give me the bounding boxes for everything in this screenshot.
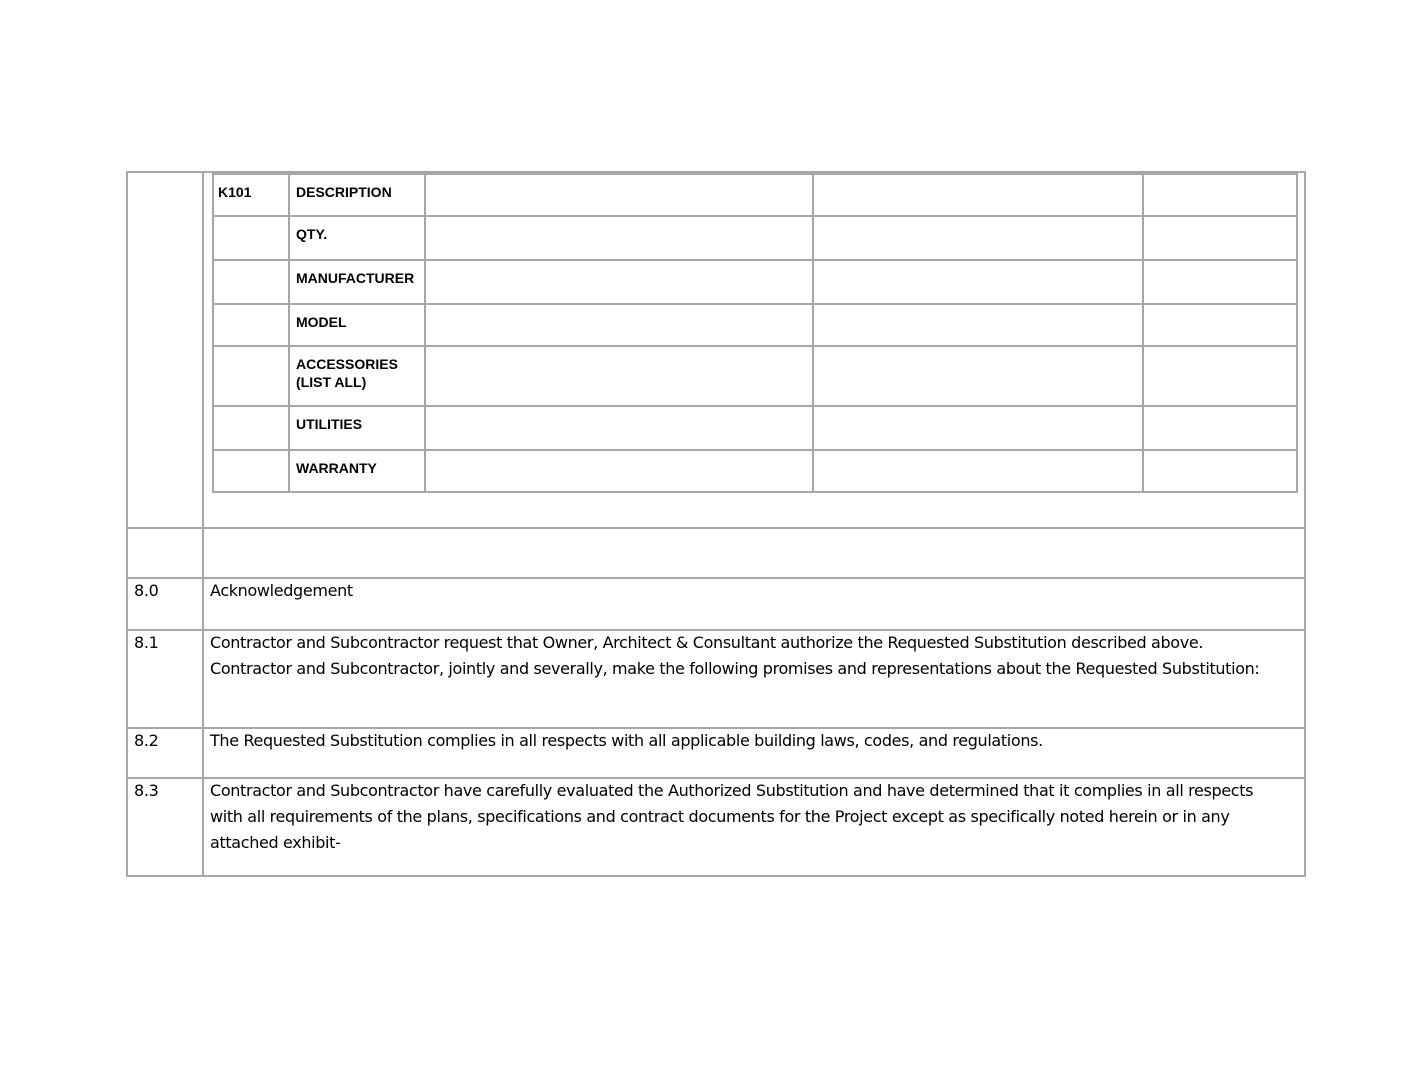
- spec-label-model: MODEL: [296, 314, 347, 330]
- section-number: 8.0: [134, 581, 159, 600]
- spec-column-divider: [288, 173, 290, 493]
- item-code: K101: [218, 184, 252, 200]
- spec-row-divider: [212, 345, 1298, 347]
- section-text: Contractor and Subcontractor request that Owner, Architect & Consultant authorize the Requested Substitution described above. Contractor and Subcontractor, jointly and severally, make the following promises and representations about the Requested Substitution:: [210, 633, 1260, 678]
- section-number: 8.2: [134, 731, 159, 750]
- outer-row-divider: [126, 527, 1306, 529]
- spec-value-cell[interactable]: [814, 175, 1142, 215]
- outer-column-divider: [202, 171, 204, 877]
- spec-row-divider: [212, 215, 1298, 217]
- section-number: 8.3: [134, 781, 159, 800]
- spec-table: [212, 173, 1298, 493]
- spec-label-qty: QTY.: [296, 226, 328, 242]
- spec-row-divider: [212, 259, 1298, 261]
- spec-value-cell[interactable]: [1144, 175, 1296, 215]
- section-text: The Requested Substitution complies in all respects with all applicable building laws, codes, and regulations.: [210, 731, 1043, 750]
- spec-label-utilities: UTILITIES: [296, 416, 363, 432]
- spec-label-description: DESCRIPTION: [296, 184, 392, 200]
- spec-row-divider: [212, 303, 1298, 305]
- spec-value-cell[interactable]: [426, 175, 812, 215]
- spec-column-divider: [1142, 173, 1144, 493]
- spec-column-divider: [812, 173, 814, 493]
- spec-label-accessories: ACCESSORIES (LIST ALL): [296, 356, 398, 390]
- spec-label-manufacturer: MANUFACTURER: [296, 270, 415, 286]
- spec-row-divider: [212, 449, 1298, 451]
- section-number: 8.1: [134, 633, 159, 652]
- spec-column-divider: [424, 173, 426, 493]
- section-text: Acknowledgement: [210, 581, 353, 600]
- section-text: Contractor and Subcontractor have carefully evaluated the Authorized Substitution and have determined that it complies in all respects with all requirements of the plans, specifications and contract documents for the Project except as specifically noted herein or in any attached exhibit-: [210, 781, 1254, 852]
- spec-label-warranty: WARRANTY: [296, 460, 377, 476]
- spec-row-divider: [212, 405, 1298, 407]
